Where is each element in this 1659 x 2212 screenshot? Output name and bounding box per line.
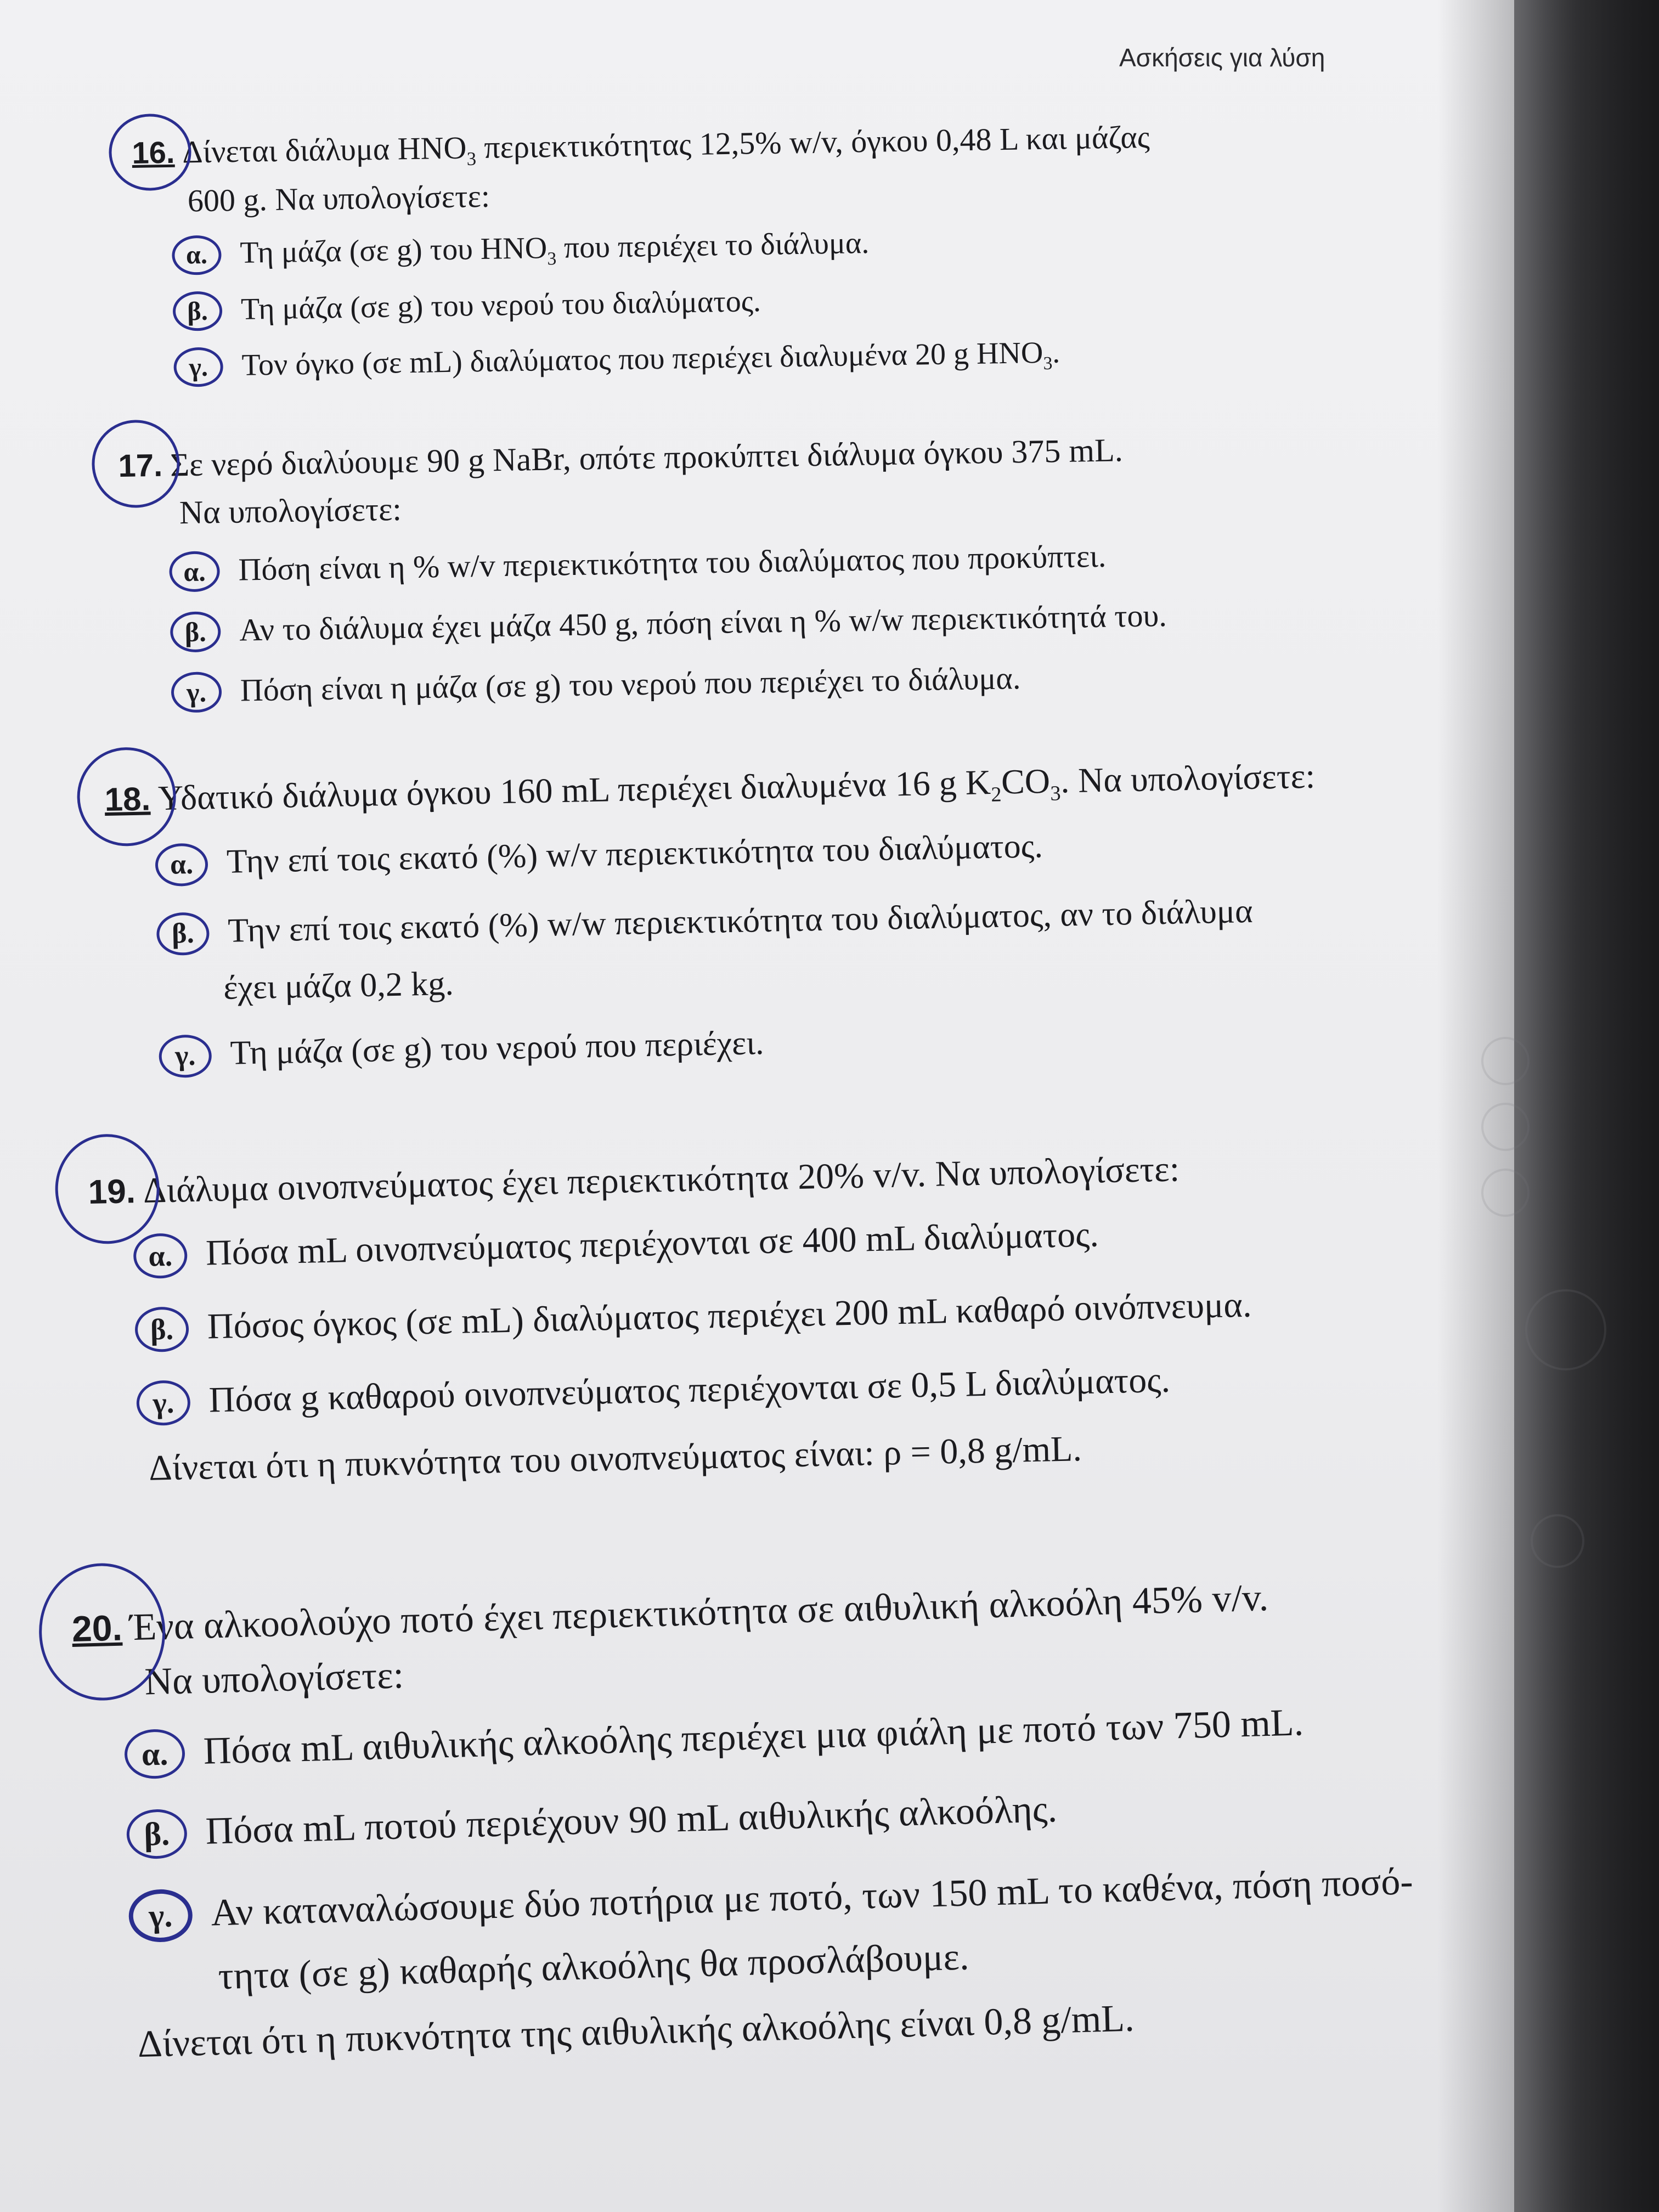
part-text: Αν το διάλυμα έχει μάζα 450 g, πόση είναι η % w/w περιεκτικότητά του. (239, 597, 1167, 648)
part-text: Πόσος όγκος (σε mL) διαλύματος περιέχει 200 mL καθαρό οινόπνευμα. (207, 1284, 1252, 1347)
part-b (134, 1284, 1252, 1353)
part-a (124, 1696, 1409, 1779)
part-label: γ. (171, 672, 222, 713)
subscript: 2 (990, 783, 1002, 806)
part-label: α. (169, 551, 220, 592)
given-note: Δίνεται ότι η πυκνότητα του οινοπνεύματος είναι: ρ = 0,8 g/mL. (148, 1429, 1082, 1488)
part-label: γ. (159, 1034, 212, 1078)
given-note: Δίνεται ότι η πυκνότητα της αιθυλικής αλκοόλης είναι 0,8 g/mL. (137, 1997, 1135, 2066)
intro-text: περιεκτικότητας 12,5% w/v, όγκου 0,48 L και μάζας (476, 119, 1150, 166)
bleed-through-circle (1481, 1037, 1530, 1085)
part-a (155, 821, 1317, 887)
subscript: 3 (547, 249, 557, 269)
part-label: α. (172, 235, 222, 275)
part-a (169, 536, 1166, 592)
exercise-intro: Διάλυμα οινοπνεύματος έχει περιεκτικότητα 20% v/v. Να υπολογίσετε: (143, 1149, 1180, 1211)
part-text: Πόσα mL ποτού περιέχουν 90 mL αιθυλικής αλκοόλης. (205, 1787, 1058, 1853)
exercise-19 (88, 1147, 1255, 1491)
part-label: α. (133, 1233, 188, 1279)
part-label: β. (126, 1809, 188, 1860)
part-c-continuation: τητα (σε g) καθαρής αλκοόλης θα προσλάβουμε. (217, 1936, 970, 1998)
exercise-intro-cont: Να υπολογίσετε: (179, 490, 402, 531)
exercise-intro: Σε νερό διαλύουμε 90 g NaBr, οπότε προκύπτει διάλυμα όγκου 375 mL. (170, 432, 1124, 483)
subscript: 3 (1043, 353, 1053, 374)
exercise-17 (118, 431, 1168, 714)
part-text: Πόσα mL οινοπνεύματος περιέχονται σε 400 mL διαλύματος. (205, 1214, 1099, 1273)
part-label: γ. (128, 1888, 193, 1943)
part-b (170, 596, 1167, 653)
exercise-number (118, 447, 163, 484)
part-label: α. (155, 843, 208, 887)
exercise-number-text: 18. (104, 780, 151, 818)
intro-text: Δίνεται διάλυμα HNO (182, 129, 467, 170)
part-label: β. (173, 291, 223, 331)
part-b-continuation: έχει μάζα 0,2 kg. (223, 964, 454, 1007)
part-text (241, 335, 1060, 387)
exercise-number (71, 1607, 123, 1650)
part-text-end: . (1052, 335, 1060, 370)
part-b (126, 1776, 1412, 1859)
part-text: Τη μάζα (σε g) του νερού που περιέχει. (229, 1024, 765, 1072)
part-label: γ. (136, 1380, 191, 1426)
part-a (133, 1211, 1250, 1279)
part-text-end: που περιέχει το διάλυμα. (556, 226, 870, 265)
part-c (173, 332, 1153, 388)
exercise-number (104, 780, 151, 819)
part-b (173, 276, 1153, 331)
subscript: 3 (466, 148, 477, 170)
exercise-number (132, 134, 175, 171)
exercise-number-text: 20. (71, 1607, 123, 1649)
part-label: β. (170, 611, 221, 652)
exercise-intro (182, 119, 1150, 174)
exercise-intro: Ένα αλκοολούχο ποτό έχει περιεκτικότητα σε αιθυλική αλκοόλη 45% v/v. (129, 1576, 1269, 1649)
exercise-number-text: 16. (132, 134, 175, 170)
part-text: Την επί τοις εκατό (%) w/w περιεκτικότητα του διαλύματος, αν το διάλυμα (227, 893, 1254, 950)
intro-text: Υδατικό διάλυμα όγκου 160 mL περιέχει διαλυμένα 16 g K (157, 762, 991, 818)
intro-text: CO (1001, 761, 1051, 802)
part-c (159, 1013, 1321, 1078)
part-label: β. (156, 912, 210, 956)
part-text: Τη μάζα (σε g) του νερού του διαλύματος. (240, 284, 761, 326)
exercise-16 (132, 119, 1153, 388)
part-text-main: Τη μάζα (σε g) του HNO (239, 231, 548, 270)
intro-text: . Να υπολογίσετε: (1060, 756, 1316, 800)
bleed-through-circle (1525, 1289, 1606, 1370)
part-c (171, 657, 1168, 713)
part-label: γ. (173, 347, 223, 387)
exercise-intro-cont: 600 g. Να υπολογίσετε: (187, 178, 490, 219)
section-header: Ασκήσεις για λύση (1119, 43, 1325, 72)
part-text: Πόσα mL αιθυλικής αλκοόλης περιέχει μια φιάλη με ποτό των 750 mL. (202, 1701, 1304, 1773)
part-label: α. (124, 1729, 185, 1780)
bleed-through-circle (1481, 1169, 1530, 1217)
part-text: Πόσα g καθαρού οινοπνεύματος περιέχονται σε 0,5 L διαλύματος. (208, 1359, 1171, 1420)
part-text (240, 225, 870, 274)
part-text: Πόση είναι η % w/v περιεκτικότητα του διαλύματος που προκύπτει. (238, 538, 1107, 588)
part-text: Πόση είναι η μάζα (σε g) του νερού που περιέχει το διάλυμα. (240, 660, 1021, 708)
bleed-through-circle (1531, 1514, 1584, 1568)
exercise-number-text: 17. (118, 447, 163, 484)
exercise-number-text: 19. (88, 1172, 136, 1211)
part-a (172, 220, 1152, 275)
subscript: 3 (1050, 782, 1062, 805)
exercise-intro (157, 756, 1316, 823)
part-c (136, 1358, 1254, 1426)
part-label: β. (134, 1306, 189, 1352)
exercise-20 (71, 1572, 1417, 2068)
exercise-intro-cont: Να υπολογίσετε: (144, 1654, 404, 1703)
part-text-main: Τον όγκο (σε mL) διαλύματος που περιέχει διαλυμένα 20 g HNO (241, 335, 1043, 382)
part-b (156, 890, 1318, 956)
part-text: Αν καταναλώσουμε δύο ποτήρια με ποτό, των 150 mL το καθένα, πόση ποσό- (210, 1860, 1414, 1934)
part-text: Την επί τοις εκατό (%) w/v περιεκτικότητα του διαλύματος. (226, 827, 1043, 881)
bleed-through-circle (1481, 1103, 1530, 1151)
exercise-number (88, 1172, 136, 1212)
exercise-18 (104, 756, 1321, 1079)
